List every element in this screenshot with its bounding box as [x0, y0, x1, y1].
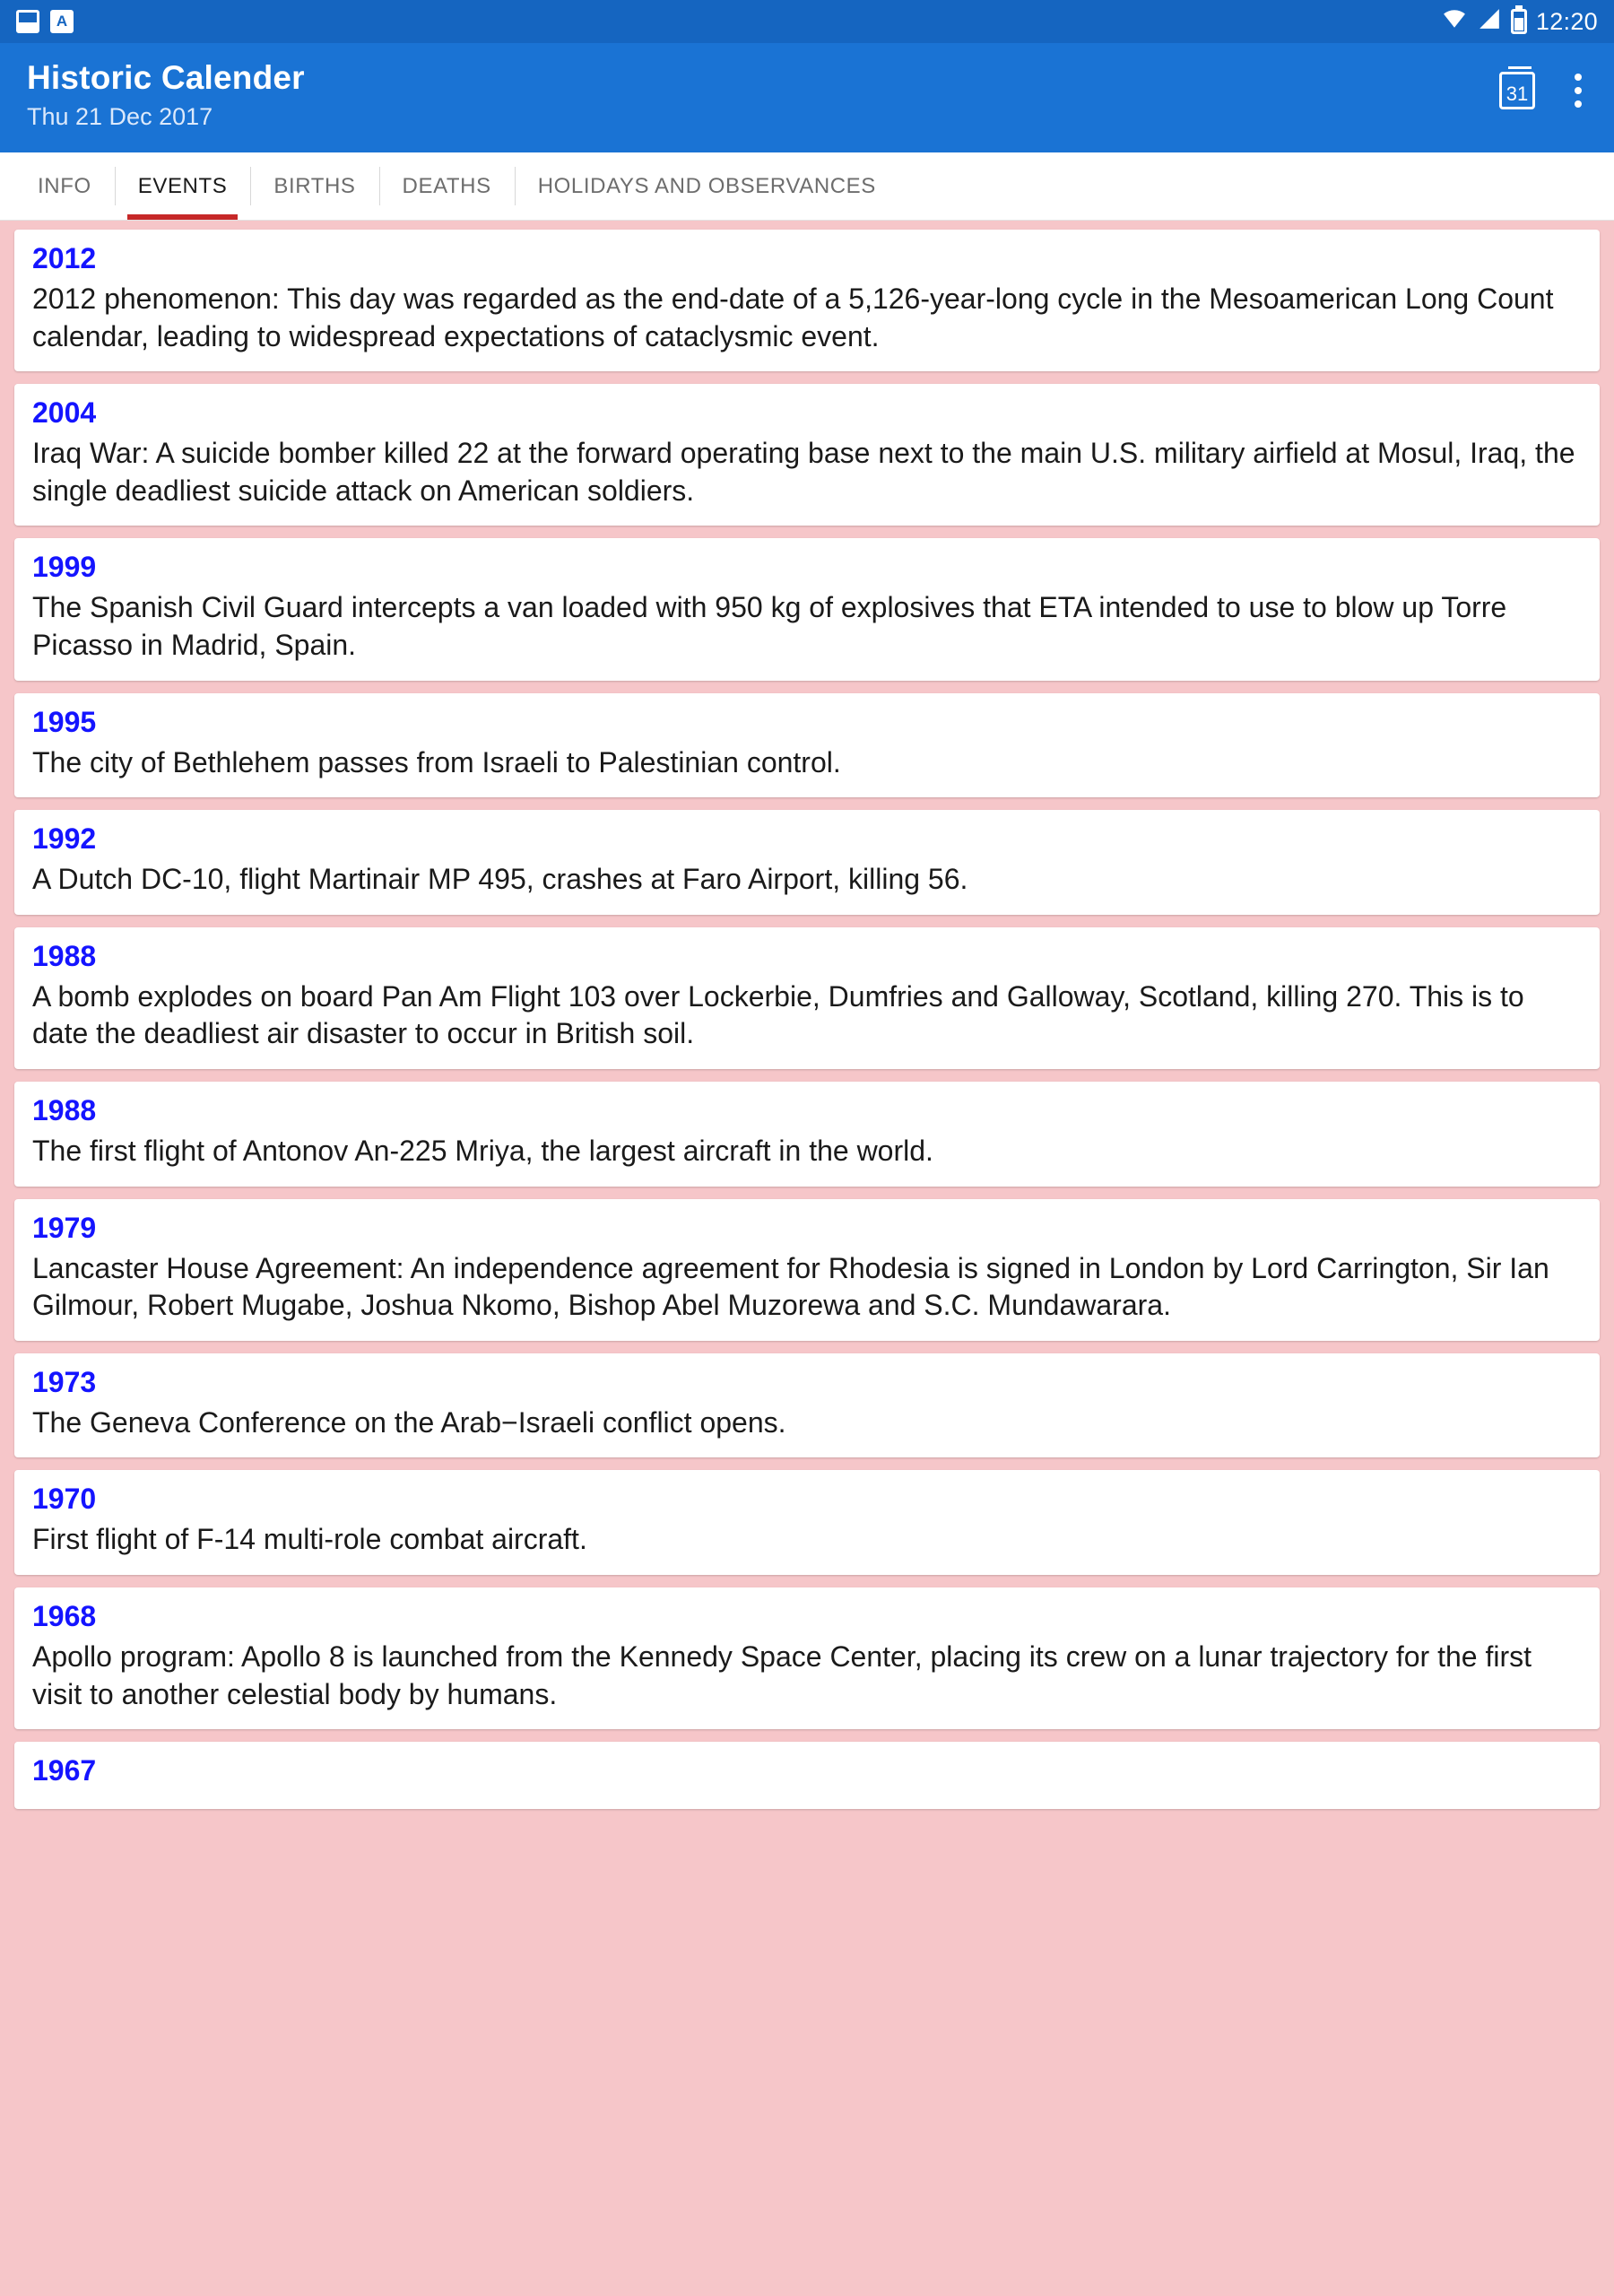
event-year: 1988 — [32, 939, 97, 972]
tab-births[interactable]: BIRTHS — [250, 152, 378, 220]
tab-bar — [0, 152, 1614, 221]
battery-icon — [1511, 9, 1527, 34]
app-bar-actions — [1499, 59, 1591, 111]
event-year: 1970 — [32, 1483, 97, 1516]
wifi-icon — [1441, 7, 1468, 37]
tab-events[interactable]: EVENTS — [115, 152, 251, 220]
list-item[interactable] — [14, 927, 1600, 1069]
event-text: A bomb explodes on board Pan Am Flight 103 over Lockerbie, Dumfries and Galloway, Scotland, killing 270. This is to date the deadliest air disaster to occur in British soil. — [32, 979, 1524, 1050]
event-year: 1968 — [32, 1599, 97, 1632]
event-year: 2012 — [32, 242, 97, 274]
tab-deaths[interactable]: DEATHS — [379, 152, 515, 220]
list-item[interactable] — [14, 1199, 1600, 1341]
page-title: Historic Calender — [27, 59, 305, 96]
status-clock: 12:20 — [1535, 7, 1598, 35]
list-item[interactable] — [14, 810, 1600, 915]
list-item[interactable] — [14, 384, 1600, 526]
list-item[interactable] — [14, 1082, 1600, 1187]
list-item[interactable] — [14, 1587, 1600, 1729]
list-item[interactable] — [14, 693, 1600, 798]
calendar-icon[interactable] — [1499, 72, 1535, 109]
list-item[interactable] — [14, 230, 1600, 371]
event-year: 2004 — [32, 396, 97, 430]
event-year: 1992 — [32, 822, 97, 856]
list-item[interactable] — [14, 1353, 1600, 1458]
tab-info[interactable]: INFO — [38, 173, 91, 198]
event-year: 1973 — [32, 1365, 97, 1398]
app-bar-titles — [27, 59, 305, 131]
app-badge-icon — [50, 10, 74, 33]
event-year: 1988 — [32, 1093, 97, 1126]
tab-holidays-and-observances[interactable]: HOLIDAYS AND OBSERVANCES — [515, 152, 899, 220]
overflow-menu-icon[interactable] — [1566, 70, 1591, 111]
event-year: 1979 — [32, 1211, 97, 1244]
event-text: Lancaster House Agreement: An independence agreement for Rhodesia is signed in London by Lord Carrington, Sir Ian Gilmour, Robert Mugabe, Joshua Nkomo, Bishop Abel Muzorewa and S.C. Mundawarara. — [32, 1251, 1549, 1322]
event-text: 2012 phenomenon: This day was regarded as the end-date of a 5,126-year-long cycle in the Mesoamerican Long Count calendar, leading to widespread expectations of cataclysmic event. — [32, 283, 1554, 352]
app-bar — [0, 43, 1614, 152]
event-text: A Dutch DC-10, flight Martinair MP 495, crashes at Faro Airport, killing 56. — [32, 863, 968, 896]
event-text: The city of Bethlehem passes from Israeli to Palestinian control. — [32, 745, 841, 778]
event-year: 1999 — [32, 551, 97, 584]
signal-icon — [1477, 7, 1502, 37]
list-item[interactable] — [14, 538, 1600, 680]
status-bar — [0, 0, 1614, 43]
event-text: The Geneva Conference on the Arab−Israeli conflict opens. — [32, 1405, 786, 1439]
list-item[interactable] — [14, 1742, 1600, 1809]
event-text: The first flight of Antonov An-225 Mriya, the largest aircraft in the world. — [32, 1134, 933, 1167]
calendar-day-label: 31 — [1506, 83, 1529, 105]
event-text: The Spanish Civil Guard intercepts a van loaded with 950 kg of explosives that ETA intended to use to blow up Torre Picasso in Madrid, Spain. — [32, 591, 1507, 661]
event-text: Apollo program: Apollo 8 is launched from the Kennedy Space Center, placing its crew on a lunar trajectory for the first visit to another celestial body by humans. — [32, 1639, 1532, 1710]
sd-card-icon — [16, 10, 39, 33]
page-subtitle-date: Thu 21 Dec 2017 — [27, 102, 213, 130]
event-text: Iraq War: A suicide bomber killed 22 at the forward operating base next to the main U.S. military airfield at Mosul, Iraq, the single deadliest suicide attack on American soldiers. — [32, 437, 1575, 507]
events-list[interactable] — [0, 221, 1614, 2296]
event-year: 1967 — [32, 1754, 97, 1787]
event-year: 1995 — [32, 705, 97, 738]
event-text: First flight of F-14 multi-role combat aircraft. — [32, 1523, 587, 1556]
list-item[interactable] — [14, 1470, 1600, 1575]
